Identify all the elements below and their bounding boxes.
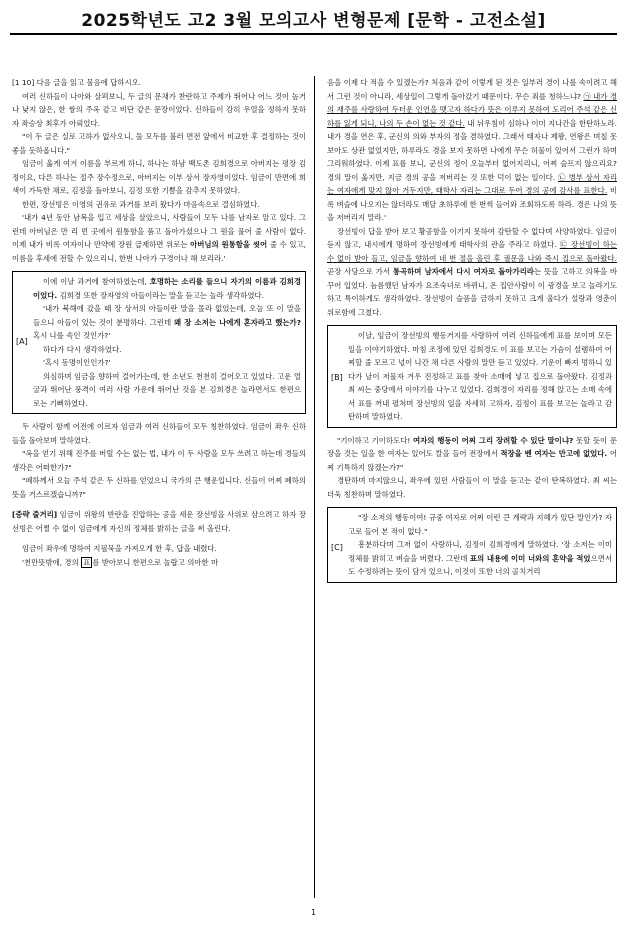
text-span: 김희경 또한 장자영의 아들이라는 말을 듣고는 놀라 생각하였다. bbox=[57, 290, 265, 300]
page-title: 2025학년도 고2 3월 모의고사 변형문제 [문학 - 고전소설] bbox=[81, 11, 546, 31]
title-rule bbox=[10, 33, 617, 35]
underlined-phrase-2: ㉡ 병부 상서 자리는 여자에게 맞지 않아 거두지만, 태학사 자리는 그대로 두어 경의 공에 감사를 표한다. bbox=[327, 172, 617, 195]
text-span: '내가 4년 동안 남복을 입고 세상을 살았으니, 사람들이 모두 나를 남자로 알고 있다. 그런데 아버님은 만 리 먼 곳에서 원통함을 품고 돌아가셨으나 그 원을 풀어 줄 사람이 없다. 이제 내가 비록 여자이나 만약에 장원 급제하면 위로는 bbox=[12, 213, 306, 249]
box-paragraph: "장 소저의 행동이여! 규중 여자로 어찌 이런 큰 계략과 지혜가 있단 말인가? 자고로 들어 본 적이 없다." bbox=[348, 513, 612, 536]
text-span: 못할 듯이 문장을 것는 일을 한 여자는 있어도 칼을 들어 전장에서 bbox=[327, 435, 617, 458]
passage-paragraph: "폐하께서 오늘 주석 같은 두 신하를 얻었으니 국가의 큰 행운입니다. 신들이 어찌 폐하의 뜻을 거스르겠습니까?" bbox=[12, 476, 306, 499]
summary-paragraph bbox=[12, 508, 306, 535]
page-number: 1 bbox=[310, 908, 317, 917]
passage-paragraph: 한편, 장선빙은 이영의 권유로 과거를 보러 왔다가 마음속으로 결심하였다. bbox=[22, 199, 260, 209]
question-instruction: [1 10] 다음 글을 읽고 물음에 답하시오. bbox=[12, 78, 142, 87]
passage-paragraph: 여러 신하들이 나아와 살펴보니, 두 글의 문채가 찬란하고 주제가 뛰어나 어느 것이 높거나 낮지 않은, 한 쌍의 주옥 같고 비단 같은 문장이었다. 신하들이 감히 우열을 정하지 못하자 좌승상 최후가 아뢰었다. bbox=[12, 91, 306, 128]
bold-phrase: 여자의 행동이 어찌 그리 장려할 수 있단 말이냐? bbox=[412, 435, 574, 445]
text-span: 내 뉘우침이 심하나 이미 지나간을 한탄하노라. 내가 경을 연은 후, 군신의 의와 부자의 정을 겸하였다. 그래서 태자나 제왕, 연왕은 며칠 못 보아도 상관 없었지만, 하루라도 경을 보지 못하면 나에게 무슨 허물이 있어서 그런가 하며 그리워하였다. 이제 표를 보니, 군신의 정이 오늘부터 없어지리니, 어찌 슬프지 않으리요? 경의 말이 옳지만, 지금 경의 공을 저버리는 것 또한 덕이 없는 일이다. bbox=[327, 118, 617, 182]
text-span: 임금이 위왕의 반란을 진압하는 공을 세운 장선빙을 사위로 삼으려고 하자 장선빙은 어쩔 수 없이 임금에게 자신의 정체를 밝히는 글을 써 올린다. bbox=[12, 510, 306, 533]
bold-phrase: 적장을 벤 여자는 만고에 없었다. bbox=[500, 449, 608, 458]
passage-paragraph: 두 사람이 함께 어전에 이르자 임금과 여러 신하들이 모두 칭찬하였다. 임금이 좌우 신하들을 돌아보며 말하였다. bbox=[12, 422, 306, 445]
text-span: '천만뜻밖에, 경의 bbox=[22, 557, 82, 567]
text-span: 이에 이날 과거에 참여하였는데, bbox=[43, 277, 150, 286]
bracket-box-a bbox=[12, 271, 306, 414]
right-column bbox=[327, 76, 617, 589]
text-span: '내가 북해에 갔을 때 장 상서의 아들이란 말을 몰라 없었는데, 오늘 또 이 말을 들으니 아들이 있는 것이 분명하다. 그런데 bbox=[33, 304, 301, 327]
passage-paragraph: 임금이 옳게 여겨 이름을 부르게 하니, 하나는 하남 백도촌 김희경으로 아버지는 평장 김정이요, 다른 하나는 절주 장수정으로, 아버지는 이부 상서 장자영이었다. 임금이 만면에 희색이 가득한 채로, 김정을 돌아보니, 김정 또한 기쁨을 감추지 못하였다. bbox=[12, 159, 306, 195]
underlined-phrase-1: ㉠ 내가 경의 재주를 사랑하여 두터운 인연을 맺고자 하다가 뜻은 이루지 못하여 도리어 주석 같은 신하를 잃게 되니, 나의 두 손이 없는 것 같다. bbox=[327, 91, 617, 128]
bold-phrase: 호명하는 소리를 들으니 자기의 이름과 김희경이었다. bbox=[33, 277, 301, 300]
summary-label: [중략 줄거리] bbox=[12, 510, 58, 519]
text-span: 혹시 나를 속인 것인가?' bbox=[33, 331, 111, 340]
spacer bbox=[12, 535, 306, 542]
passage-paragraph: 경탄하며 마지않으니, 좌우에 있던 사람들이 이 말을 듣고는 같이 탄복하였다. 최 씨는 더욱 칭찬하며 말하였다. bbox=[327, 476, 617, 499]
underlined-phrase-3: ㉢ 장선빙이 하는 수 없이 받아 들고, 임금을 향하여 네 번 절을 올린 후 궐문을 나와 즉시 집으로 돌아왔다. bbox=[327, 240, 617, 263]
box-paragraph bbox=[33, 302, 301, 343]
box-label-c: [C] bbox=[331, 543, 343, 553]
box-paragraph: 이날, 임금이 장선빙의 행동거지를 사랑하여 여러 신하들에게 표를 보이며 모든 일을 이야기하였다. 마침 조정에 있던 김희경도 이 표를 보고는 가슴이 설렘하여 어찌할 줄 모르고 넋이 나간 채 다른 사람의 말만 듣고 있었다. 기운이 빠져 멍하니 있다가 날이 저물자 겨우 진정하고 표를 찾아 소매에 넣고 집으로 돌아왔다. 김정과 최 씨는 중당에서 이야기를 나누고 있었다. 김희경이 자리를 정해 앉고는 소매 속에서 표를 꺼내 펼쳐며 장선빙의 일을 자세히 고하자, 김정이 표를 보고는 놀라고 감탄하며 말하였다. bbox=[348, 331, 612, 421]
bold-phrase: 표의 내용에 이미 너와의 혼약을 적었 bbox=[469, 553, 591, 563]
box-paragraph bbox=[348, 538, 612, 579]
passage-paragraph: "이 두 글은 실로 고하가 없사오니, 둘 모두를 불러 면전 앞에서 비교한 후 결정하는 것이 좋을 듯하옵니다." bbox=[12, 132, 306, 155]
boxed-word: 표 bbox=[83, 557, 91, 567]
passage-paragraph bbox=[327, 434, 617, 475]
text-span: 를 받아보니 한편으로 놀랍고 의아한 마 bbox=[92, 557, 219, 567]
passage-paragraph bbox=[12, 211, 306, 265]
passage-paragraph bbox=[327, 225, 617, 320]
box-paragraph bbox=[33, 275, 301, 302]
text-span: 장선빙이 답을 받아 보고 황공함을 이기지 못하여 감탄할 수 없다며 사양하였다. 임금이 듣지 않고, 내시에게 명하여 장선빙에게 태학사의 관을 주라고 하였다. bbox=[327, 226, 617, 249]
bold-phrase: 통곡하며 남자에서 다시 여자로 돌아가리라 bbox=[392, 267, 534, 276]
text-span: 음을 이제 다 적을 수 있겠는가? 처음과 같이 이렇게 된 것은 일부러 경이 나를 속이려고 해서 그런 것이 아니라, 세상일이 그렇게 돌아갔기 때문이다. 무슨 죄를 청하느냐? bbox=[327, 78, 617, 101]
passage-paragraph bbox=[327, 76, 617, 225]
text-span: 줄 수 있고, 이름을 후세에 전할 수 있으리니, 한번 나아가 구경이나 해 보리라.' bbox=[12, 240, 306, 263]
spacer bbox=[12, 501, 306, 508]
passage-paragraph bbox=[12, 556, 306, 570]
box-paragraph: '혹시 동명이인인가?' bbox=[43, 358, 111, 367]
text-span: 흥분하다며 그저 없이 사랑하니, 김정이 김희경에게 말하였다. '장 소저는 이미 정체를 밝히고 벼슬을 버렸다. 그런데 bbox=[348, 540, 612, 563]
text-span: 곧장 사당으로 가서 bbox=[327, 267, 393, 276]
text-span: 비록 벼슬에 나오지는 않더라도 매달 초하루에 한 번씩 들어와 조회하도록 하라. 경은 나의 뜻을 저버리지 말라.' bbox=[327, 186, 617, 222]
text-span: 는 뜻을 고하고 의복을 바꾸어 입었다. 늠름했던 남자가 요조숙녀로 바뀌니, 온 집안사람이 이 광경을 보고 놀라기도 하고 특이하게도 생각하였다. 장선빙이 슬픔을 금하지 못하고 크게 울다가 설랑과 영춘이 위로함에 그쳤다. bbox=[327, 267, 618, 317]
bold-phrase: 왜 장 소저는 나에게 혼자라고 했는가? bbox=[174, 317, 301, 327]
passage-paragraph: "옥을 얻기 위해 진주를 버릴 수는 없는 법, 내가 이 두 사람을 모두 쓰려고 하는데 경들의 생각은 어떠한가?" bbox=[12, 449, 306, 472]
column-divider bbox=[314, 76, 315, 898]
box-label-b: [B] bbox=[331, 373, 343, 383]
bracket-box-c bbox=[327, 507, 617, 583]
bracket-box-b bbox=[327, 325, 617, 428]
text-span: 어찌 기특하지 않겠는가?" bbox=[327, 449, 617, 472]
text-span: "기이하고 기이하도다! bbox=[337, 435, 413, 445]
passage-paragraph: 임금이 좌우에 명하여 지필묵을 가져오게 한 후, 답을 내렸다. bbox=[22, 544, 217, 553]
box-label-a: [A] bbox=[16, 337, 28, 347]
box-paragraph: 의심하며 임금을 향하여 걸어가는데, 한 소년도 천천히 걸어오고 있었다. 고운 얼굴과 뛰어난 풍격이 여러 사람 가운데 뛰어난 것을 본 김희경은 놀라면서도 한편으로는 기뻐하였다. bbox=[33, 371, 301, 408]
box-paragraph: 하다가 다시 생각하였다. bbox=[43, 344, 122, 354]
bold-phrase: 아버님의 원통함을 씻어 bbox=[190, 240, 268, 249]
text-span: 으면서도 수정하려는 뜻이 담겨 있으니, 이것이 또한 너의 골치거리 bbox=[348, 553, 612, 576]
left-column bbox=[12, 76, 306, 569]
